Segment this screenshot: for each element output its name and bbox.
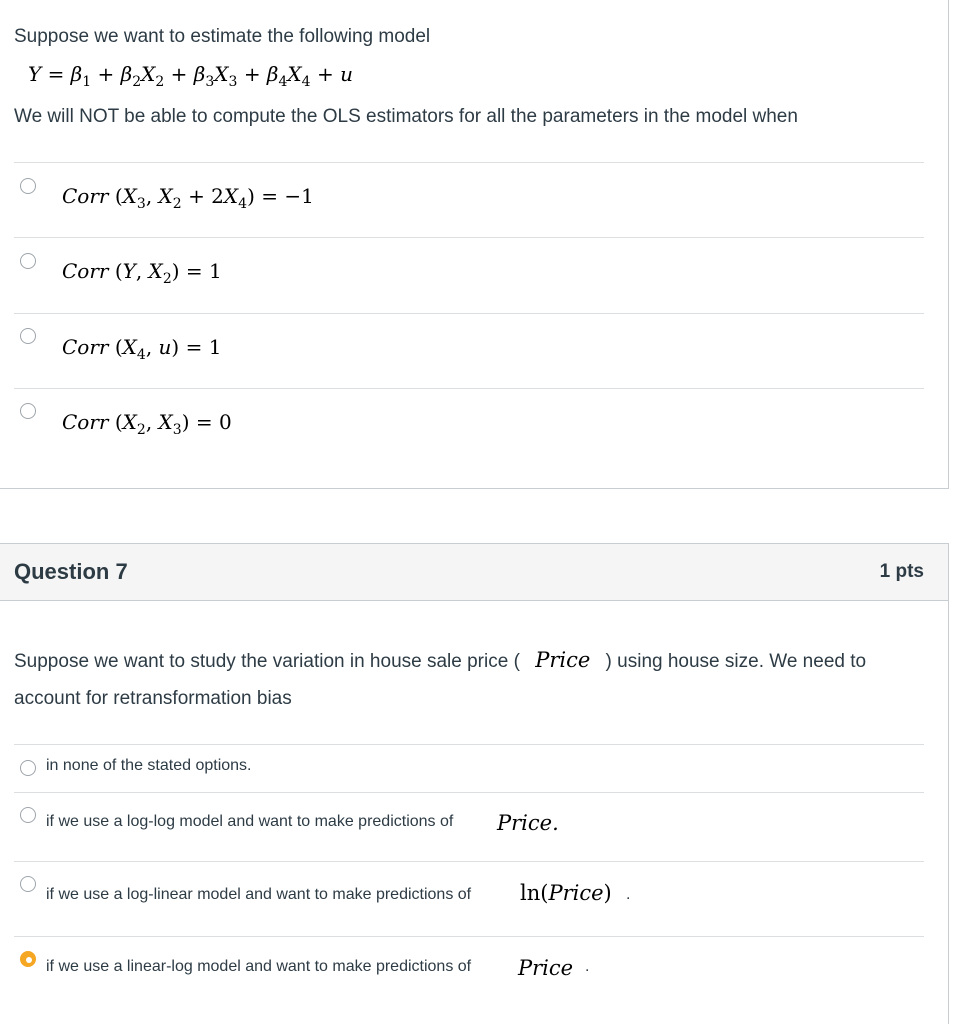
divider <box>14 792 924 793</box>
answer-radio[interactable] <box>20 807 36 823</box>
option-4-label: Corr ($X_2$, $X_3) = 0$ <box>62 410 232 438</box>
option-2-label: Corr (Y, $X_2) = 1$ <box>62 259 222 287</box>
option-radio[interactable] <box>20 253 36 269</box>
price-variable: Price <box>548 881 604 905</box>
close-paren: ) <box>603 881 612 905</box>
option-1-label: Corr ($X_3$, $X_2 + 2X_4) = -1$ <box>62 184 314 212</box>
divider <box>14 744 924 745</box>
answer-radio[interactable] <box>20 760 36 776</box>
price-variable: Price <box>535 648 591 672</box>
divider <box>14 237 924 238</box>
question-6-instruction: We will NOT be able to compute the OLS estimators for all the parameters in the model when <box>14 106 798 127</box>
answer-3-math <box>520 881 612 905</box>
model-equation: $Y = \beta_1 + \beta_2X_2 + \beta_3X_3 + \beta_4X_4 + u$ <box>28 62 353 90</box>
answer-2-math: Price. <box>497 811 559 835</box>
option-radio[interactable] <box>20 403 36 419</box>
option-radio[interactable] <box>20 178 36 194</box>
option-radio[interactable] <box>20 328 36 344</box>
divider <box>14 388 924 389</box>
divider <box>14 313 924 314</box>
answer-radio-selected[interactable] <box>20 951 36 967</box>
divider <box>14 861 924 862</box>
prompt-text-start: Suppose we want to study the variation in house sale price ( <box>14 651 520 672</box>
divider <box>14 936 924 937</box>
answer-radio[interactable] <box>20 876 36 892</box>
option-3-label: Corr ($X_4$, u) = 1 <box>62 335 222 363</box>
prompt-text-end: ) using house size. We need to <box>605 651 867 672</box>
period: . <box>626 886 631 903</box>
answer-1-label: in none of the stated options. <box>46 757 252 774</box>
divider <box>14 162 924 163</box>
period: . <box>585 958 590 975</box>
question-points: 1 pts <box>879 561 924 582</box>
answer-4-math: Price <box>518 956 574 980</box>
question-title: Question 7 <box>14 559 128 584</box>
question-6-prompt: Suppose we want to estimate the following model <box>14 26 431 47</box>
question-7-header <box>0 543 949 601</box>
question-6-panel <box>0 0 949 489</box>
question-7-prompt-line2: account for retransformation bias <box>14 688 292 709</box>
question-7-body <box>0 600 949 1024</box>
ln-function: ln( <box>520 881 549 905</box>
answer-4-label: if we use a linear-log model and want to make predictions of <box>46 958 472 975</box>
answer-2-label: if we use a log-log model and want to make predictions of <box>46 813 454 830</box>
question-7-prompt <box>14 648 866 673</box>
answer-3-label: if we use a log-linear model and want to make predictions of <box>46 886 472 903</box>
